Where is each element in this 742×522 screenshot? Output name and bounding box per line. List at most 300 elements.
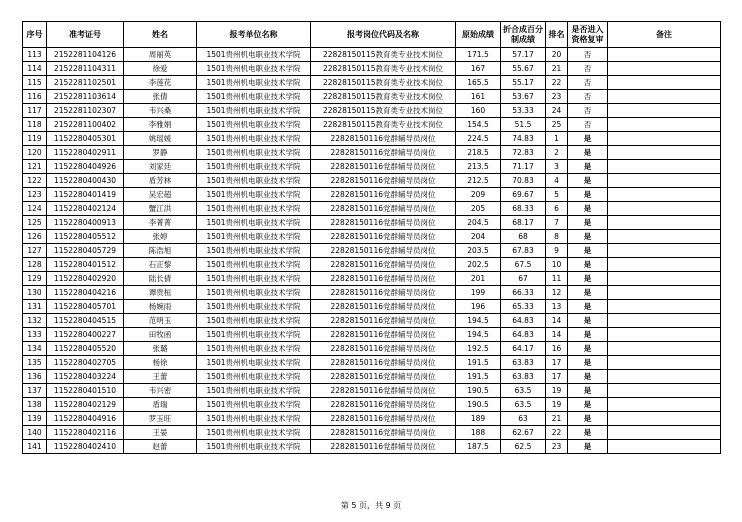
cell-index: 117 [23, 104, 47, 118]
cell-remarks [608, 328, 721, 342]
cell-percent-score: 63.5 [501, 384, 546, 398]
cell-unit: 1501贵州机电职业技术学院 [197, 286, 311, 300]
table-row [23, 440, 721, 454]
cell-position: 22828150116党群辅导员岗位 [311, 328, 456, 342]
cell-exam-number: 1152280402116 [47, 426, 124, 440]
cell-raw-score: 192.5 [456, 342, 501, 356]
cell-index: 128 [23, 258, 47, 272]
cell-review: 是 [568, 440, 608, 454]
table-row [23, 286, 721, 300]
cell-index: 122 [23, 174, 47, 188]
cell-raw-score: 191.5 [456, 356, 501, 370]
cell-unit: 1501贵州机电职业技术学院 [197, 370, 311, 384]
cell-position: 22828150116党群辅导员岗位 [311, 188, 456, 202]
cell-remarks [608, 230, 721, 244]
cell-unit: 1501贵州机电职业技术学院 [197, 76, 311, 90]
cell-name: 张倩 [124, 90, 197, 104]
cell-index: 138 [23, 398, 47, 412]
table-header-row [23, 22, 721, 48]
cell-raw-score: 190.5 [456, 398, 501, 412]
cell-unit: 1501贵州机电职业技术学院 [197, 384, 311, 398]
cell-position: 22828150115教育类专业技术岗位 [311, 62, 456, 76]
cell-rank: 23 [546, 90, 568, 104]
cell-index: 123 [23, 188, 47, 202]
cell-review: 是 [568, 146, 608, 160]
header-exam-number: 准考证号 [47, 22, 124, 48]
cell-review: 是 [568, 230, 608, 244]
cell-position: 22828150116党群辅导员岗位 [311, 286, 456, 300]
table-row [23, 384, 721, 398]
cell-rank: 1 [546, 132, 568, 146]
cell-unit: 1501贵州机电职业技术学院 [197, 104, 311, 118]
table-row [23, 426, 721, 440]
cell-review: 是 [568, 174, 608, 188]
table-row [23, 132, 721, 146]
cell-remarks [608, 188, 721, 202]
cell-review: 是 [568, 272, 608, 286]
table-row [23, 314, 721, 328]
cell-position: 22828150116党群辅导员岗位 [311, 258, 456, 272]
header-raw-score: 原始成绩 [456, 22, 501, 48]
cell-rank: 21 [546, 412, 568, 426]
page-footer: 第 5 页，共 9 页 [340, 501, 402, 510]
table-row [23, 90, 721, 104]
cell-remarks [608, 132, 721, 146]
table-row [23, 342, 721, 356]
cell-raw-score: 161 [456, 90, 501, 104]
cell-rank: 19 [546, 384, 568, 398]
cell-name: 韦兴桑 [124, 104, 197, 118]
cell-position: 22828150116党群辅导员岗位 [311, 272, 456, 286]
cell-unit: 1501贵州机电职业技术学院 [197, 342, 311, 356]
table-row [23, 370, 721, 384]
cell-percent-score: 67.83 [501, 244, 546, 258]
cell-name: 田牧函 [124, 328, 197, 342]
cell-remarks [608, 146, 721, 160]
table-row [23, 188, 721, 202]
cell-raw-score: 188 [456, 426, 501, 440]
cell-raw-score: 199 [456, 286, 501, 300]
cell-exam-number: 1152280405701 [47, 300, 124, 314]
cell-percent-score: 63.83 [501, 356, 546, 370]
cell-name: 刘家廷 [124, 160, 197, 174]
cell-name: 李菁菁 [124, 216, 197, 230]
cell-review: 是 [568, 132, 608, 146]
cell-name: 徐爱 [124, 62, 197, 76]
cell-position: 22828150115教育类专业技术岗位 [311, 76, 456, 90]
cell-name: 范明玉 [124, 314, 197, 328]
cell-index: 119 [23, 132, 47, 146]
cell-index: 118 [23, 118, 47, 132]
cell-exam-number: 1152280404926 [47, 160, 124, 174]
cell-remarks [608, 104, 721, 118]
cell-position: 22828150116党群辅导员岗位 [311, 314, 456, 328]
cell-review: 是 [568, 398, 608, 412]
cell-index: 113 [23, 48, 47, 62]
table-row [23, 356, 721, 370]
cell-index: 124 [23, 202, 47, 216]
table-row [23, 202, 721, 216]
cell-raw-score: 218.5 [456, 146, 501, 160]
cell-remarks [608, 216, 721, 230]
cell-name: 赵蕾 [124, 440, 197, 454]
cell-position: 22828150116党群辅导员岗位 [311, 244, 456, 258]
cell-name: 蟹江洪 [124, 202, 197, 216]
cell-index: 136 [23, 370, 47, 384]
cell-remarks [608, 174, 721, 188]
cell-raw-score: 212.5 [456, 174, 501, 188]
table-row [23, 146, 721, 160]
cell-position: 22828150116党群辅导员岗位 [311, 202, 456, 216]
cell-review: 是 [568, 426, 608, 440]
cell-percent-score: 55.17 [501, 76, 546, 90]
cell-review: 是 [568, 188, 608, 202]
table-row [23, 328, 721, 342]
cell-index: 140 [23, 426, 47, 440]
cell-rank: 2 [546, 146, 568, 160]
cell-rank: 4 [546, 174, 568, 188]
cell-raw-score: 203.5 [456, 244, 501, 258]
cell-remarks [608, 356, 721, 370]
cell-review: 否 [568, 62, 608, 76]
cell-exam-number: 1152280405301 [47, 132, 124, 146]
cell-position: 22828150116党群辅导员岗位 [311, 174, 456, 188]
cell-exam-number: 2152281100402 [47, 118, 124, 132]
cell-rank: 11 [546, 272, 568, 286]
table-row [23, 272, 721, 286]
cell-percent-score: 74.83 [501, 132, 546, 146]
cell-review: 否 [568, 104, 608, 118]
cell-rank: 14 [546, 314, 568, 328]
cell-review: 是 [568, 412, 608, 426]
cell-unit: 1501贵州机电职业技术学院 [197, 202, 311, 216]
header-rank: 排名 [546, 22, 568, 48]
cell-raw-score: 154.5 [456, 118, 501, 132]
cell-index: 121 [23, 160, 47, 174]
cell-raw-score: 190.5 [456, 384, 501, 398]
cell-raw-score: 204 [456, 230, 501, 244]
table-row [23, 76, 721, 90]
cell-raw-score: 213.5 [456, 160, 501, 174]
cell-review: 是 [568, 160, 608, 174]
cell-name: 盾芳林 [124, 174, 197, 188]
cell-position: 22828150116党群辅导员岗位 [311, 132, 456, 146]
cell-review: 是 [568, 258, 608, 272]
table-row [23, 62, 721, 76]
cell-raw-score: 189 [456, 412, 501, 426]
cell-index: 126 [23, 230, 47, 244]
cell-review: 是 [568, 286, 608, 300]
cell-index: 141 [23, 440, 47, 454]
table-row [23, 244, 721, 258]
cell-name: 盾瑞 [124, 398, 197, 412]
cell-percent-score: 65.33 [501, 300, 546, 314]
cell-name: 张婷 [124, 230, 197, 244]
table-row [23, 300, 721, 314]
cell-remarks [608, 202, 721, 216]
cell-review: 否 [568, 90, 608, 104]
cell-rank: 16 [546, 342, 568, 356]
cell-rank: 10 [546, 258, 568, 272]
cell-unit: 1501贵州机电职业技术学院 [197, 174, 311, 188]
cell-name: 张璐 [124, 342, 197, 356]
cell-index: 137 [23, 384, 47, 398]
cell-exam-number: 2152281103614 [47, 90, 124, 104]
cell-exam-number: 1152280404916 [47, 412, 124, 426]
cell-position: 22828150116党群辅导员岗位 [311, 440, 456, 454]
cell-name: 罗静 [124, 146, 197, 160]
cell-exam-number: 2152281104311 [47, 62, 124, 76]
cell-remarks [608, 342, 721, 356]
cell-percent-score: 62.5 [501, 440, 546, 454]
cell-remarks [608, 370, 721, 384]
cell-position: 22828150115教育类专业技术岗位 [311, 118, 456, 132]
cell-percent-score: 57.17 [501, 48, 546, 62]
cell-percent-score: 70.83 [501, 174, 546, 188]
cell-unit: 1501贵州机电职业技术学院 [197, 62, 311, 76]
cell-remarks [608, 314, 721, 328]
cell-name: 姚瑶媛 [124, 132, 197, 146]
cell-review: 否 [568, 118, 608, 132]
cell-index: 130 [23, 286, 47, 300]
cell-unit: 1501贵州机电职业技术学院 [197, 258, 311, 272]
table-row [23, 412, 721, 426]
cell-position: 22828150116党群辅导员岗位 [311, 216, 456, 230]
cell-remarks [608, 426, 721, 440]
cell-remarks [608, 258, 721, 272]
cell-remarks [608, 440, 721, 454]
cell-raw-score: 194.5 [456, 314, 501, 328]
cell-raw-score: 196 [456, 300, 501, 314]
cell-review: 是 [568, 370, 608, 384]
cell-unit: 1501贵州机电职业技术学院 [197, 398, 311, 412]
cell-rank: 21 [546, 62, 568, 76]
cell-rank: 6 [546, 202, 568, 216]
cell-rank: 24 [546, 104, 568, 118]
cell-exam-number: 1152280402124 [47, 202, 124, 216]
cell-rank: 25 [546, 118, 568, 132]
cell-percent-score: 64.17 [501, 342, 546, 356]
cell-raw-score: 224.5 [456, 132, 501, 146]
header-unit: 报考单位名称 [197, 22, 311, 48]
cell-raw-score: 209 [456, 188, 501, 202]
cell-raw-score: 171.5 [456, 48, 501, 62]
cell-name: 陆长倩 [124, 272, 197, 286]
table-row [23, 398, 721, 412]
cell-position: 22828150116党群辅导员岗位 [311, 398, 456, 412]
table-row [23, 216, 721, 230]
cell-rank: 22 [546, 426, 568, 440]
header-percent-score: 折合成百分制成绩 [501, 22, 546, 48]
cell-unit: 1501贵州机电职业技术学院 [197, 300, 311, 314]
cell-percent-score: 64.83 [501, 314, 546, 328]
cell-remarks [608, 62, 721, 76]
cell-position: 22828150116党群辅导员岗位 [311, 160, 456, 174]
cell-percent-score: 68.33 [501, 202, 546, 216]
cell-exam-number: 1152280401512 [47, 258, 124, 272]
cell-position: 22828150116党群辅导员岗位 [311, 426, 456, 440]
cell-percent-score: 68 [501, 230, 546, 244]
cell-name: 吴宏超 [124, 188, 197, 202]
cell-name: 杨婉雨 [124, 300, 197, 314]
cell-rank: 20 [546, 48, 568, 62]
cell-review: 是 [568, 300, 608, 314]
cell-exam-number: 1152280402920 [47, 272, 124, 286]
cell-position: 22828150116党群辅导员岗位 [311, 230, 456, 244]
cell-percent-score: 62.67 [501, 426, 546, 440]
cell-exam-number: 1152280405512 [47, 230, 124, 244]
cell-exam-number: 1152280401419 [47, 188, 124, 202]
cell-name: 石正黎 [124, 258, 197, 272]
cell-unit: 1501贵州机电职业技术学院 [197, 160, 311, 174]
cell-index: 132 [23, 314, 47, 328]
cell-rank: 17 [546, 356, 568, 370]
cell-rank: 9 [546, 244, 568, 258]
cell-exam-number: 1152280404515 [47, 314, 124, 328]
cell-index: 134 [23, 342, 47, 356]
cell-percent-score: 64.83 [501, 328, 546, 342]
cell-index: 114 [23, 62, 47, 76]
cell-position: 22828150115教育类专业技术岗位 [311, 48, 456, 62]
cell-review: 是 [568, 202, 608, 216]
cell-unit: 1501贵州机电职业技术学院 [197, 216, 311, 230]
cell-position: 22828150116党群辅导员岗位 [311, 356, 456, 370]
cell-unit: 1501贵州机电职业技术学院 [197, 230, 311, 244]
header-index: 序号 [23, 22, 47, 48]
cell-exam-number: 1152280402705 [47, 356, 124, 370]
cell-position: 22828150116党群辅导员岗位 [311, 342, 456, 356]
cell-raw-score: 187.5 [456, 440, 501, 454]
table-row [23, 230, 721, 244]
cell-remarks [608, 160, 721, 174]
cell-review: 否 [568, 76, 608, 90]
cell-rank: 19 [546, 398, 568, 412]
cell-raw-score: 167 [456, 62, 501, 76]
cell-index: 129 [23, 272, 47, 286]
cell-review: 是 [568, 314, 608, 328]
cell-unit: 1501贵州机电职业技术学院 [197, 314, 311, 328]
table-row [23, 258, 721, 272]
cell-raw-score: 160 [456, 104, 501, 118]
cell-raw-score: 204.5 [456, 216, 501, 230]
cell-unit: 1501贵州机电职业技术学院 [197, 328, 311, 342]
table-row [23, 160, 721, 174]
cell-unit: 1501贵州机电职业技术学院 [197, 426, 311, 440]
cell-rank: 17 [546, 370, 568, 384]
header-name: 姓名 [124, 22, 197, 48]
score-table [22, 21, 721, 454]
cell-percent-score: 72.83 [501, 146, 546, 160]
cell-unit: 1501贵州机电职业技术学院 [197, 412, 311, 426]
cell-name: 罗玉旺 [124, 412, 197, 426]
cell-remarks [608, 48, 721, 62]
cell-percent-score: 69.67 [501, 188, 546, 202]
cell-name: 王晏 [124, 426, 197, 440]
cell-position: 22828150116党群辅导员岗位 [311, 146, 456, 160]
cell-position: 22828150116党群辅导员岗位 [311, 384, 456, 398]
header-position: 报考岗位代码及名称 [311, 22, 456, 48]
cell-name: 韦兴密 [124, 384, 197, 398]
cell-unit: 1501贵州机电职业技术学院 [197, 188, 311, 202]
cell-review: 是 [568, 342, 608, 356]
cell-review: 是 [568, 328, 608, 342]
cell-unit: 1501贵州机电职业技术学院 [197, 132, 311, 146]
cell-rank: 5 [546, 188, 568, 202]
cell-review: 否 [568, 48, 608, 62]
cell-remarks [608, 384, 721, 398]
cell-exam-number: 1152280402129 [47, 398, 124, 412]
cell-index: 131 [23, 300, 47, 314]
header-review: 是否进入资格复审 [568, 22, 608, 48]
cell-raw-score: 191.5 [456, 370, 501, 384]
cell-exam-number: 1152280400913 [47, 216, 124, 230]
cell-exam-number: 1152280404216 [47, 286, 124, 300]
cell-rank: 12 [546, 286, 568, 300]
cell-unit: 1501贵州机电职业技术学院 [197, 440, 311, 454]
cell-remarks [608, 244, 721, 258]
cell-index: 116 [23, 90, 47, 104]
cell-review: 是 [568, 384, 608, 398]
cell-exam-number: 1152280403224 [47, 370, 124, 384]
cell-raw-score: 205 [456, 202, 501, 216]
cell-unit: 1501贵州机电职业技术学院 [197, 244, 311, 258]
score-table-container [22, 21, 721, 454]
cell-percent-score: 71.17 [501, 160, 546, 174]
cell-percent-score: 66.33 [501, 286, 546, 300]
cell-percent-score: 53.33 [501, 104, 546, 118]
cell-percent-score: 53.67 [501, 90, 546, 104]
cell-remarks [608, 90, 721, 104]
cell-exam-number: 2152281104126 [47, 48, 124, 62]
cell-unit: 1501贵州机电职业技术学院 [197, 48, 311, 62]
cell-name: 陈浩旭 [124, 244, 197, 258]
cell-remarks [608, 286, 721, 300]
table-row [23, 104, 721, 118]
cell-index: 120 [23, 146, 47, 160]
cell-name: 李莲花 [124, 76, 197, 90]
cell-position: 22828150115教育类专业技术岗位 [311, 90, 456, 104]
table-row [23, 118, 721, 132]
cell-remarks [608, 118, 721, 132]
cell-position: 22828150116党群辅导员岗位 [311, 412, 456, 426]
cell-index: 133 [23, 328, 47, 342]
cell-exam-number: 2152281102501 [47, 76, 124, 90]
cell-percent-score: 63.5 [501, 398, 546, 412]
cell-percent-score: 67 [501, 272, 546, 286]
table-row [23, 48, 721, 62]
cell-exam-number: 1152280402911 [47, 146, 124, 160]
table-body [23, 48, 721, 454]
cell-name: 谭贵桓 [124, 286, 197, 300]
cell-percent-score: 63.83 [501, 370, 546, 384]
cell-exam-number: 1152280400227 [47, 328, 124, 342]
cell-remarks [608, 412, 721, 426]
cell-name: 王蕾 [124, 370, 197, 384]
cell-rank: 14 [546, 328, 568, 342]
cell-review: 是 [568, 216, 608, 230]
cell-position: 22828150116党群辅导员岗位 [311, 370, 456, 384]
cell-rank: 22 [546, 76, 568, 90]
cell-exam-number: 2152281102307 [47, 104, 124, 118]
cell-exam-number: 1152280401510 [47, 384, 124, 398]
cell-raw-score: 201 [456, 272, 501, 286]
cell-percent-score: 55.67 [501, 62, 546, 76]
header-remarks: 备注 [608, 22, 721, 48]
cell-name: 杨徐 [124, 356, 197, 370]
cell-index: 125 [23, 216, 47, 230]
cell-rank: 7 [546, 216, 568, 230]
cell-exam-number: 1152280400430 [47, 174, 124, 188]
